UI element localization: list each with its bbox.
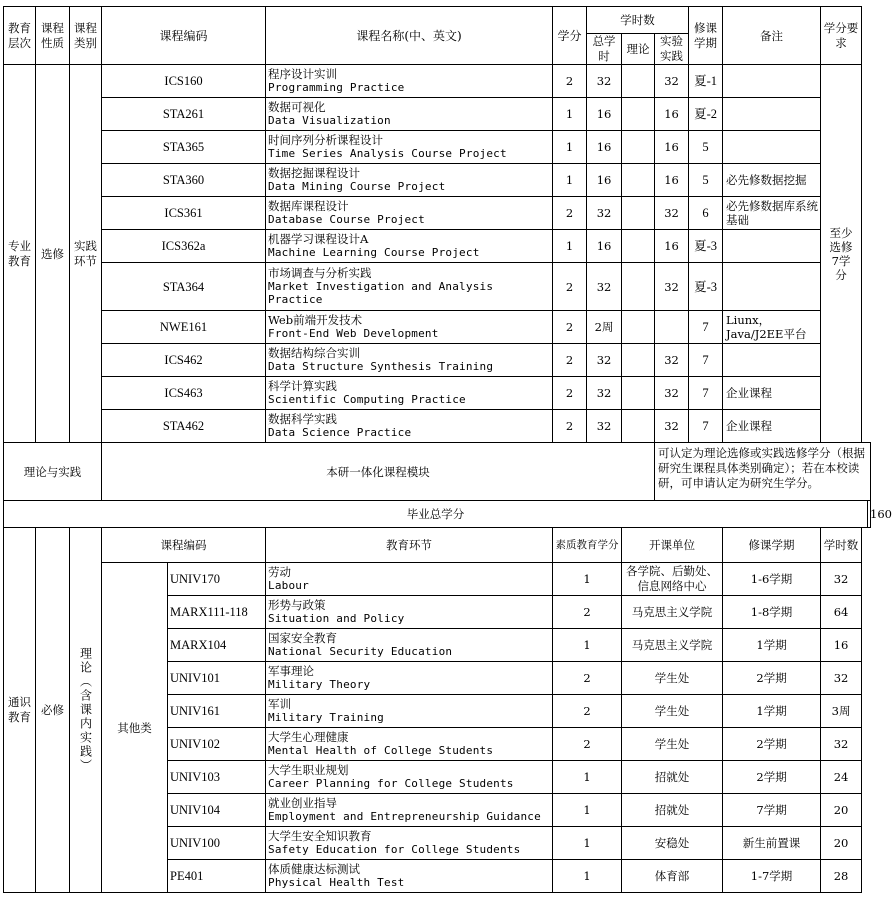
header-course-name: 课程名称(中、英文) [266, 7, 553, 65]
course-name-en: Physical Health Test [268, 876, 405, 889]
header-practice: 实验实践 [655, 34, 689, 65]
course-theory-hours [622, 344, 655, 377]
header-nature: 课程性质 [36, 7, 70, 65]
course-name [266, 98, 553, 131]
course-theory-hours [622, 377, 655, 410]
course-name [266, 728, 553, 761]
course-name-zh: 程序设计实训 [268, 67, 338, 81]
course-term: 1-8学期 [723, 596, 821, 629]
course-unit: 学生处 [622, 728, 723, 761]
course-code: STA462 [102, 410, 266, 443]
course-code: ICS462 [102, 344, 266, 377]
course-term: 1-7学期 [723, 860, 821, 893]
header-credit: 学分 [553, 7, 587, 65]
course-quality-credit: 2 [553, 596, 622, 629]
course-term: 夏-3 [689, 263, 723, 311]
course-code: UNIV102 [168, 728, 266, 761]
course-name [266, 629, 553, 662]
course-quality-credit: 1 [553, 827, 622, 860]
course-name-zh: 大学生安全知识教育 [268, 829, 372, 843]
course-practice-hours: 32 [655, 197, 689, 230]
section2-level: 通识教育 [4, 528, 36, 893]
course-code: MARX104 [168, 629, 266, 662]
curriculum-table [3, 6, 892, 893]
course-credit: 1 [553, 131, 587, 164]
course-credit: 1 [553, 164, 587, 197]
integrated-module-desc: 可认定为理论选修或实践选修学分（根据研究生课程具体类别确定）；若在本校读研，可申请认定为研究生学分。 [655, 443, 871, 501]
course-term: 6 [689, 197, 723, 230]
course-hours: 64 [821, 596, 862, 629]
course-name [266, 263, 553, 311]
course-name [266, 164, 553, 197]
course-unit: 体育部 [622, 860, 723, 893]
course-name-zh: 数据科学实践 [268, 412, 338, 426]
course-name [266, 311, 553, 344]
course-name-zh: 机器学习课程设计A [268, 232, 369, 246]
course-name-zh: 国家安全教育 [268, 631, 338, 645]
course-code: STA364 [102, 263, 266, 311]
course-code: PE401 [168, 860, 266, 893]
course-code: UNIV170 [168, 563, 266, 596]
course-term: 2学期 [723, 728, 821, 761]
course-practice-hours: 16 [655, 164, 689, 197]
course-name-zh: 时间序列分析课程设计 [268, 133, 384, 147]
course-name-en: Military Training [268, 711, 384, 724]
course-term: 1学期 [723, 629, 821, 662]
course-credit: 1 [553, 230, 587, 263]
course-unit: 学生处 [622, 695, 723, 728]
course-name [266, 197, 553, 230]
course-term: 夏-2 [689, 98, 723, 131]
course-name [266, 695, 553, 728]
theory-practice-label: 理论与实践 [4, 443, 102, 501]
header-total-hours: 总学时 [587, 34, 622, 65]
course-quality-credit: 1 [553, 794, 622, 827]
header-code: 课程编码 [102, 7, 266, 65]
course-note: 必先修数据挖掘 [723, 164, 821, 197]
course-term: 夏-3 [689, 230, 723, 263]
course-name-zh: 就业创业指导 [268, 796, 338, 810]
course-practice-hours: 16 [655, 98, 689, 131]
course-theory-hours [622, 230, 655, 263]
course-name-zh: Web前端开发技术 [268, 313, 363, 327]
course-name-zh: 数据可视化 [268, 100, 326, 114]
course-code: UNIV100 [168, 827, 266, 860]
course-credit: 2 [553, 377, 587, 410]
course-total-hours: 16 [587, 230, 622, 263]
course-theory-hours [622, 131, 655, 164]
course-unit: 各学院、后勤处、信息网络中心 [622, 563, 723, 596]
course-practice-hours: 32 [655, 263, 689, 311]
course-quality-credit: 2 [553, 662, 622, 695]
course-name-zh: 数据挖掘课程设计 [268, 166, 361, 180]
course-note [723, 344, 821, 377]
course-name [266, 131, 553, 164]
course-unit: 安稳处 [622, 827, 723, 860]
course-term: 7 [689, 410, 723, 443]
course-hours: 32 [821, 563, 862, 596]
course-name-en: National Security Education [268, 645, 453, 658]
course-term: 2学期 [723, 662, 821, 695]
course-name-en: Employment and Entrepreneurship Guidance [268, 810, 541, 823]
course-name [266, 563, 553, 596]
header-category: 课程类别 [70, 7, 102, 65]
course-name-zh: 军训 [268, 697, 292, 711]
course-credit: 2 [553, 65, 587, 98]
section1-credit-req: 至少选修7学分 [821, 65, 862, 443]
course-note: 必先修数据库系统基础 [723, 197, 821, 230]
course-practice-hours: 16 [655, 131, 689, 164]
course-term: 1-6学期 [723, 563, 821, 596]
course-hours: 3周 [821, 695, 862, 728]
course-name [266, 377, 553, 410]
course-code: ICS463 [102, 377, 266, 410]
course-name-en: Front-End Web Development [268, 327, 439, 340]
course-theory-hours [622, 65, 655, 98]
course-total-hours: 32 [587, 344, 622, 377]
course-term: 新生前置课 [723, 827, 821, 860]
course-hours: 20 [821, 794, 862, 827]
course-code: UNIV103 [168, 761, 266, 794]
course-name-en: Data Science Practice [268, 426, 412, 439]
course-quality-credit: 2 [553, 728, 622, 761]
course-name-en: Data Structure Synthesis Training [268, 360, 494, 373]
course-name-en: Database Course Project [268, 213, 425, 226]
course-hours: 32 [821, 728, 862, 761]
course-name-zh: 体质健康达标测试 [268, 862, 361, 876]
course-code: UNIV161 [168, 695, 266, 728]
course-name-en: Scientific Computing Practice [268, 393, 466, 406]
course-name-en: Time Series Analysis Course Project [268, 147, 507, 160]
course-name-en: Labour [268, 579, 309, 592]
course-theory-hours [622, 164, 655, 197]
course-credit: 2 [553, 263, 587, 311]
course-theory-hours [622, 311, 655, 344]
course-quality-credit: 1 [553, 860, 622, 893]
header-note: 备注 [723, 7, 821, 65]
course-name-en: Safety Education for College Students [268, 843, 521, 856]
course-name [266, 230, 553, 263]
course-name-en: Programming Practice [268, 81, 405, 94]
course-name-zh: 形势与政策 [268, 598, 326, 612]
s2-header-credit: 素质教育学分 [553, 528, 622, 563]
header-term: 修课学期 [689, 7, 723, 65]
course-note [723, 98, 821, 131]
course-total-hours: 32 [587, 410, 622, 443]
course-note [723, 263, 821, 311]
course-note [723, 230, 821, 263]
s2-header-term: 修课学期 [723, 528, 821, 563]
course-credit: 2 [553, 197, 587, 230]
course-total-hours: 32 [587, 263, 622, 311]
course-name-en: Market Investigation and Analysis Practice [268, 280, 494, 306]
course-code: ICS362a [102, 230, 266, 263]
course-note: 企业课程 [723, 410, 821, 443]
course-credit: 2 [553, 311, 587, 344]
course-note: 企业课程 [723, 377, 821, 410]
course-name [266, 65, 553, 98]
course-unit: 马克思主义学院 [622, 596, 723, 629]
course-code: MARX111-118 [168, 596, 266, 629]
course-total-hours: 32 [587, 197, 622, 230]
course-quality-credit: 1 [553, 761, 622, 794]
course-credit: 1 [553, 98, 587, 131]
course-practice-hours: 16 [655, 230, 689, 263]
header-theory: 理论 [622, 34, 655, 65]
course-term: 7 [689, 344, 723, 377]
course-name-zh: 军事理论 [268, 664, 315, 678]
course-name-zh: 数据结构综合实训 [268, 346, 361, 360]
course-code: STA365 [102, 131, 266, 164]
header-level: 教育层次 [4, 7, 36, 65]
course-hours: 32 [821, 662, 862, 695]
course-unit: 招就处 [622, 794, 723, 827]
course-name [266, 410, 553, 443]
course-name-en: Military Theory [268, 678, 371, 691]
course-name-zh: 科学计算实践 [268, 379, 338, 393]
course-name-en: Situation and Policy [268, 612, 405, 625]
section1-nature: 选修 [36, 65, 70, 443]
course-name [266, 344, 553, 377]
header-hours-group: 学时数 [587, 7, 689, 34]
course-code: NWE161 [102, 311, 266, 344]
course-name-zh: 劳动 [268, 565, 292, 579]
s2-header-code: 课程编码 [102, 528, 266, 563]
section2-sub-category: 其他类 [102, 563, 168, 893]
course-total-hours: 32 [587, 65, 622, 98]
course-note: Liunx，Java/J2EE平台 [723, 311, 821, 344]
course-theory-hours [622, 98, 655, 131]
course-code: UNIV104 [168, 794, 266, 827]
course-name [266, 794, 553, 827]
course-practice-hours: 32 [655, 377, 689, 410]
course-theory-hours [622, 410, 655, 443]
course-hours: 20 [821, 827, 862, 860]
course-name [266, 662, 553, 695]
course-name [266, 761, 553, 794]
course-hours: 24 [821, 761, 862, 794]
course-total-hours: 2周 [587, 311, 622, 344]
course-name-zh: 数据库课程设计 [268, 199, 349, 213]
course-name-zh: 大学生心理健康 [268, 730, 349, 744]
course-name [266, 827, 553, 860]
course-theory-hours [622, 263, 655, 311]
course-practice-hours [655, 311, 689, 344]
course-total-hours: 16 [587, 164, 622, 197]
course-unit: 学生处 [622, 662, 723, 695]
course-name-en: Machine Learning Course Project [268, 246, 480, 259]
course-name [266, 860, 553, 893]
course-term: 7 [689, 377, 723, 410]
course-quality-credit: 2 [553, 695, 622, 728]
course-total-hours: 16 [587, 98, 622, 131]
course-name-en: Mental Health of College Students [268, 744, 494, 757]
course-code: UNIV101 [168, 662, 266, 695]
course-term: 1学期 [723, 695, 821, 728]
course-hours: 28 [821, 860, 862, 893]
course-code: STA261 [102, 98, 266, 131]
course-practice-hours: 32 [655, 410, 689, 443]
section1-level: 专业教育 [4, 65, 36, 443]
course-term: 2学期 [723, 761, 821, 794]
course-code: ICS160 [102, 65, 266, 98]
course-credit: 2 [553, 410, 587, 443]
course-name-en: Data Mining Course Project [268, 180, 446, 193]
course-term: 5 [689, 131, 723, 164]
course-name-zh: 市场调查与分析实践 [268, 266, 372, 280]
s2-header-unit: 开课单位 [622, 528, 723, 563]
total-credit-label: 毕业总学分 [4, 501, 868, 528]
s2-header-link: 教育环节 [266, 528, 553, 563]
course-term: 5 [689, 164, 723, 197]
integrated-module: 本研一体化课程模块 [102, 443, 655, 501]
section2-category: 理论（含课内实践） [70, 528, 102, 893]
course-name-en: Career Planning for College Students [268, 777, 514, 790]
course-code: STA360 [102, 164, 266, 197]
course-code: ICS361 [102, 197, 266, 230]
course-name [266, 596, 553, 629]
total-credit-value: 160 [868, 501, 871, 528]
course-hours: 16 [821, 629, 862, 662]
course-unit: 招就处 [622, 761, 723, 794]
course-unit: 马克思主义学院 [622, 629, 723, 662]
course-note [723, 131, 821, 164]
course-quality-credit: 1 [553, 629, 622, 662]
course-note [723, 65, 821, 98]
course-practice-hours: 32 [655, 65, 689, 98]
section2-nature: 必修 [36, 528, 70, 893]
course-total-hours: 16 [587, 131, 622, 164]
course-theory-hours [622, 197, 655, 230]
course-quality-credit: 1 [553, 563, 622, 596]
course-term: 7学期 [723, 794, 821, 827]
s2-header-hours: 学时数 [821, 528, 862, 563]
course-name-en: Data Visualization [268, 114, 391, 127]
course-term: 7 [689, 311, 723, 344]
section1-category: 实践环节 [70, 65, 102, 443]
course-total-hours: 32 [587, 377, 622, 410]
course-term: 夏-1 [689, 65, 723, 98]
header-credit-req: 学分要求 [821, 7, 862, 65]
course-credit: 2 [553, 344, 587, 377]
course-practice-hours: 32 [655, 344, 689, 377]
course-name-zh: 大学生职业规划 [268, 763, 349, 777]
